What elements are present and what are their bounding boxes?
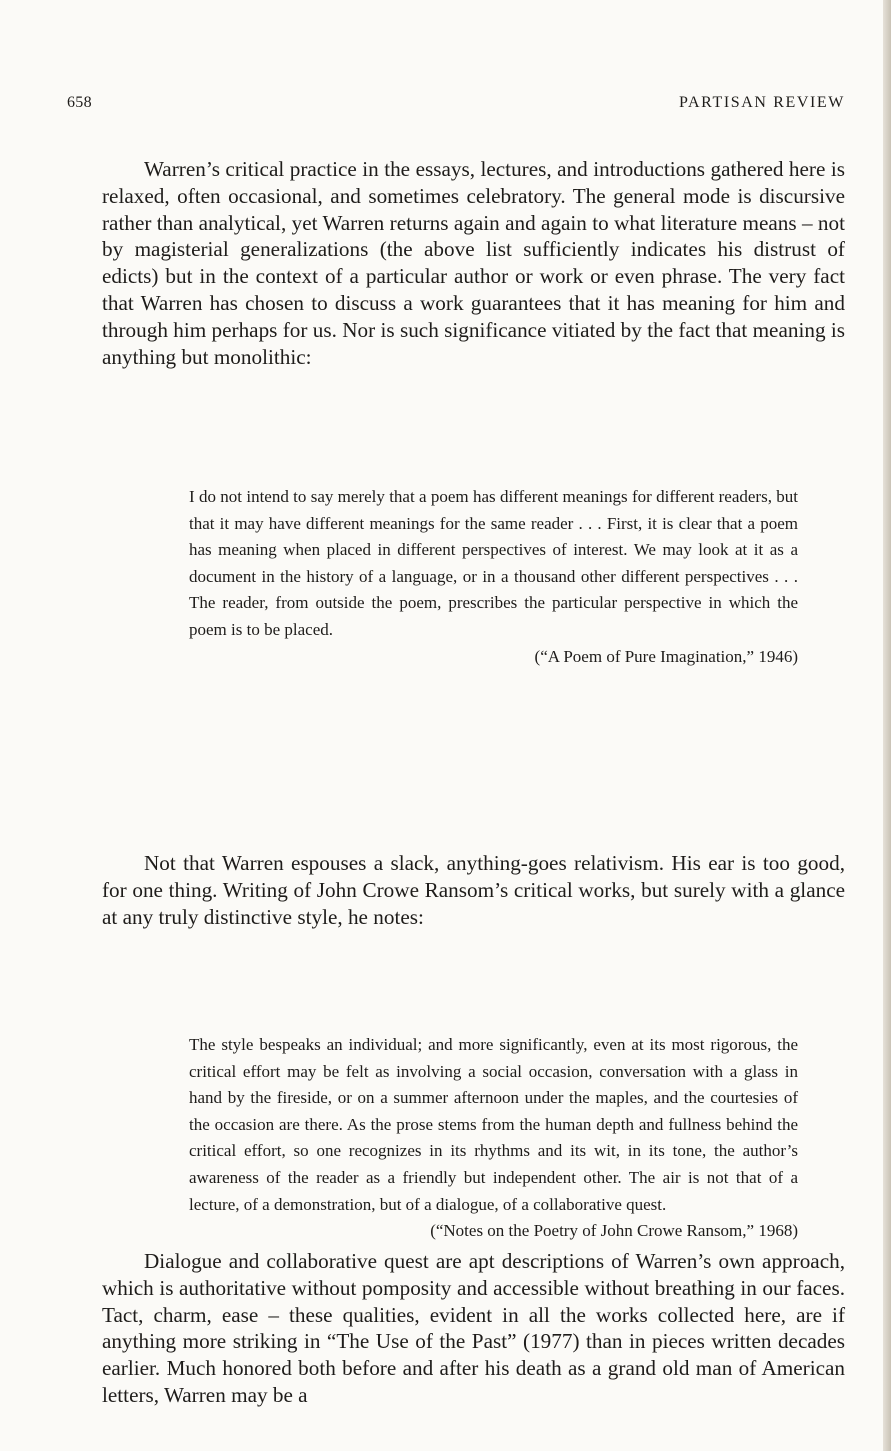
page-number: 658 (67, 94, 92, 111)
journal-title: PARTISAN REVIEW (678, 94, 845, 111)
page-edge (883, 0, 891, 1451)
block-quote-1-text: I do not intend to say merely that a poem has different meanings for different readers, but that it may have different meanings for the same reader . . . First, it is clear that a poem has meaning when placed in different perspectives of interest. We may look at it as a document in the history of a language, or in a thousand other different perspectives . . . The reader, from outside the poem, prescribes the particular perspective in which the poem is to be placed. (189, 487, 798, 639)
block-quote-2-text: The style bespeaks an individual; and more significantly, even at its most rigorous, the critical effort may be felt as involving a social occasion, conversation with a glass in hand by the fireside, or on a summer afternoon under the maples, and the courtesies of the occasion are there. As the prose stems from the human depth and fullness behind the critical effort, so one recognizes in its rhythms and its wit, in its tone, the author’s awareness of the reader as a friendly but independent other. The air is not that of a lecture, of a demonstration, but of a dialogue, of a collaborative quest. (189, 1035, 798, 1214)
running-head (67, 94, 845, 118)
block-quote-2 (189, 1032, 798, 1245)
body-paragraph-1: Warren’s critical practice in the essays, lectures, and introductions gathered here is relaxed, often occasional, and sometimes celebratory. The general mode is discursive rather than analytical, yet Warren returns again and again to what literature means – not by magisterial generalizations (the above list sufficiently indicates his distrust of edicts) but in the context of a particular author or work or even phrase. The very fact that Warren has chosen to discuss a work guarantees that it has meaning for him and through him perhaps for us. Nor is such significance vitiated by the fact that meaning is anything but monolithic: (102, 157, 845, 369)
block-quote-1 (189, 484, 798, 670)
block-quote-2-citation: (“Notes on the Poetry of John Crowe Ransom,” 1968) (430, 1221, 798, 1241)
block-quote-1-citation: (“A Poem of Pure Imagination,” 1946) (534, 646, 798, 666)
body-paragraph-2: Not that Warren espouses a slack, anything-goes relativism. His ear is too good, for one thing. Writing of John Crowe Ransom’s critical works, but surely with a glance at any truly distinctive style, he notes: (102, 851, 845, 929)
body-paragraph-3: Dialogue and collaborative quest are apt descriptions of Warren’s own approach, which is authoritative without pomposity and accessible without breathing in our faces. Tact, charm, ease – these qualities, evident in all the works collected here, are if anything more striking in “The Use of the Past” (1977) than in pieces written decades earlier. Much honored both before and after his death as a grand old man of American letters, Warren may be a (102, 1249, 845, 1407)
